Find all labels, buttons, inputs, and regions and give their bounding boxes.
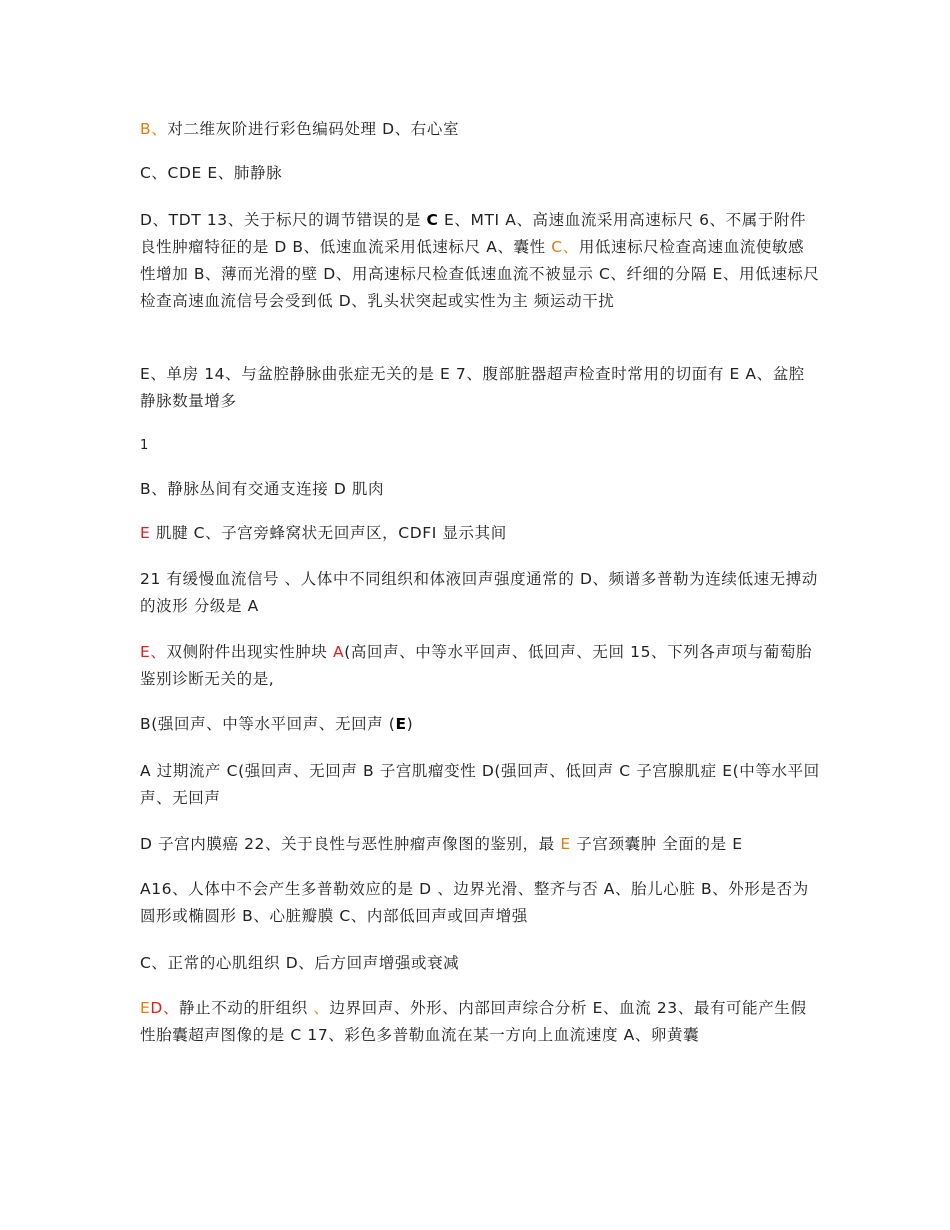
answer-marker: E、 — [140, 643, 167, 661]
paragraph-text: 21 有缓慢血流信号 、人体中不同组织和体液回声强度通常的 D、频谱多普勒为连续低速无搏动的波形 分级是 A — [140, 570, 818, 615]
paragraph-11 — [140, 831, 820, 858]
paragraph-8 — [140, 639, 820, 693]
paragraph-text: 子宫颈囊肿 全面的是 E — [570, 835, 743, 853]
paragraph-text: 静止不动的肝组织 — [179, 999, 314, 1017]
answer-marker: C、 — [551, 238, 579, 256]
answer-marker: E — [140, 524, 151, 542]
paragraph-text: B(强回声、中等水平回声、无回声 ( — [140, 715, 396, 733]
paragraph-text: A16、人体中不会产生多普勒效应的是 D 、边界光滑、整齐与否 A、胎儿心脏 B、外形是否为圆形或椭圆形 B、心脏瓣膜 C、内部低回声或回声增强 — [140, 880, 809, 925]
paragraph-text: (高回声、中等水平回声、低回声、无回 15、下列各声项与葡萄胎鉴别诊断无关的是, — [140, 643, 813, 688]
paragraph-text: D、TDT 13、关于标尺的调节错误的是 — [140, 211, 427, 229]
paragraph-4 — [140, 361, 820, 415]
paragraph-text: C、正常的心肌组织 D、后方回声增强或衰减 — [140, 954, 460, 972]
paragraph-5 — [140, 476, 820, 503]
paragraph-text: 边界回声、外形、内部回声综合分析 E、血流 23、最有可能产生假性胎囊超声图像的是 C 17、彩色多普勒血流在某一方向上血流速度 A、卵黄囊 — [140, 999, 807, 1044]
paragraph-text: B、静脉丛间有交通支连接 D 肌肉 — [140, 480, 385, 498]
paragraph-14 — [140, 995, 820, 1049]
paragraph-text: E、MTI A、高速血流采用高速标尺 6、不属于附件良性肿瘤特征的是 D B、低速血流采用低速标尺 A、囊性 — [140, 211, 807, 256]
paragraph-text: D 子宫内膜癌 22、关于良性与恶性肿瘤声像图的鉴别，最 — [140, 835, 561, 853]
paragraph-10 — [140, 758, 820, 812]
paragraph-text: ) — [406, 715, 414, 733]
paragraph-text: 肌腱 C、子宫旁蜂窝状无回声区，CDFI 显示其间 — [150, 524, 507, 542]
paragraph-text: E、单房 14、与盆腔静脉曲张症无关的是 E 7、腹部脏器超声检查时常用的切面有 E A、盆腔静脉数量增多 — [140, 365, 805, 410]
paragraph-12 — [140, 876, 820, 930]
page-number: 1 — [140, 438, 149, 453]
answer-marker: 、 — [313, 999, 330, 1017]
paragraph-2 — [140, 160, 820, 187]
paragraph-text: 对二维灰阶进行彩色编码处理 D、右心室 — [167, 120, 460, 138]
answer-marker: E — [140, 999, 151, 1017]
paragraph-9 — [140, 711, 820, 738]
paragraph-1 — [140, 116, 820, 143]
paragraph-text: A 过期流产 C(强回声、无回声 B 子宫肌瘤变性 D(强回声、低回声 C 子宫腺肌症 E(中等水平回声、无回声 — [140, 762, 820, 807]
paragraph-text: 双侧附件出现实性肿块 — [166, 643, 334, 661]
answer-bold: C — [426, 211, 439, 229]
paragraph-text: C、CDE E、肺静脉 — [140, 164, 283, 182]
answer-marker: D、 — [150, 999, 180, 1017]
answer-marker: E — [560, 835, 571, 853]
paragraph-6 — [140, 520, 820, 547]
paragraph-7 — [140, 566, 820, 620]
paragraph-3 — [140, 207, 820, 315]
answer-marker: A — [333, 643, 345, 661]
paragraph-13 — [140, 950, 820, 977]
paragraph-text: 用低速标尺检查高速血流使敏感性增加 B、薄而光滑的壁 D、用高速标尺检查低速血流不被显示 C、纤细的分隔 E、用低速标尺检查高速血流信号会受到低 D、乳头状突起或实性为主 频运动干扰 — [140, 238, 820, 310]
answer-marker: B、 — [140, 120, 168, 138]
answer-bold: E — [395, 715, 407, 733]
